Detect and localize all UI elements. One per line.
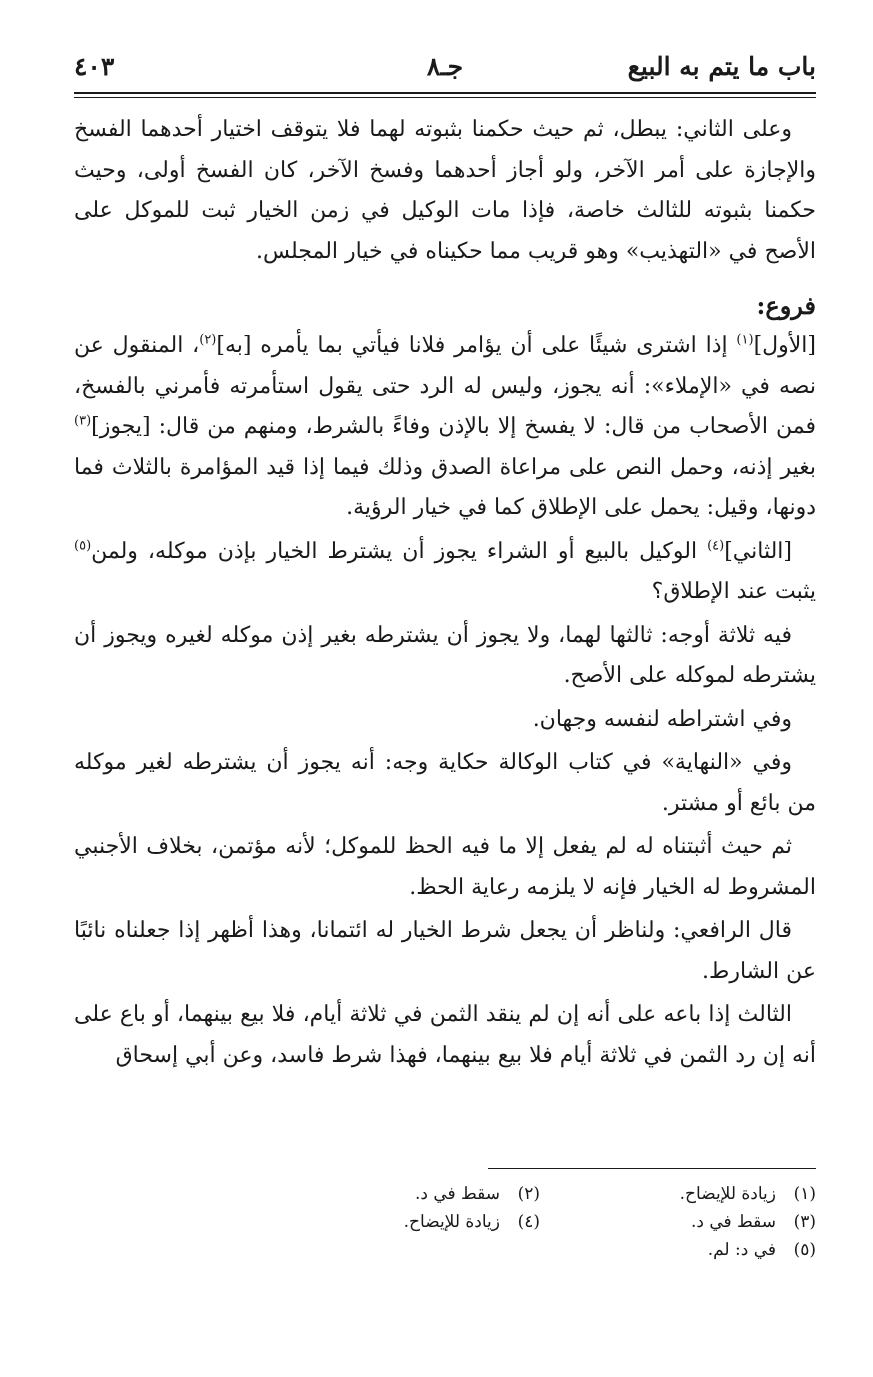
footnote-4-text: زيادة للإيضاح. (403, 1212, 500, 1232)
footnote-3-number: (٣) (793, 1212, 816, 1232)
footnote-3 (616, 1208, 816, 1236)
page-number: ٤٠٣ (74, 52, 115, 81)
paragraph-2-part-b: إذا اشترى شيئًا على أن يؤامر فلانا فيأتي بما يأمره [به] (216, 333, 737, 358)
footnote-5-number: (٥) (793, 1240, 816, 1260)
footnote-ref-1[interactable]: (١) (736, 332, 754, 348)
paragraph-9: الثالث إذا باعه على أنه إن لم ينقد الثمن في ثلاثة أيام، فلا بيع بينهما، أو باع على أنه إن رد الثمن في ثلاثة أيام فلا بيع بينهما، فهذا شرط فاسد، وعن أبي إسحاق (74, 1002, 816, 1068)
footnote-5-text: في د: لم. (707, 1240, 776, 1260)
footnote-4 (340, 1208, 540, 1236)
paragraph-2 (74, 326, 816, 529)
footnote-4-number: (٤) (517, 1212, 540, 1232)
paragraph-3-part-a: [الثاني] (724, 538, 792, 564)
paragraph-3-part-c: يثبت عند الإطلاق؟ (651, 579, 816, 604)
paragraph-4: فيه ثلاثة أوجه: ثالثها لهما، ولا يجوز أن يشترطه بغير إذن موكله لغيره ويجوز أن يشترطه لموكله على الأصح. (74, 622, 816, 688)
footnote-column-right (616, 1180, 816, 1264)
footnote-ref-5[interactable]: (٥) (74, 538, 92, 554)
footnote-5 (616, 1236, 816, 1264)
footnote-1-number: (١) (793, 1184, 816, 1204)
paragraph-3 (74, 532, 816, 613)
paragraph-6: وفي «النهاية» في كتاب الوكالة حكاية وجه: أنه يجوز أن يشترطه لغير موكله من بائع أو مشتر. (74, 750, 816, 816)
paragraph-2-part-d: بغير إذنه، وحمل النص على مراعاة الصدق وذلك فيما إذا قيد المؤامرة بالثلاث فما دونها، وقيل: يحمل على الإطلاق كما في خيار الرؤية. (74, 454, 816, 520)
paragraph-3-part-b: الوكيل بالبيع أو الشراء يجوز أن يشترط الخيار بإذن موكله، ولمن (91, 538, 708, 564)
chapter-title: باب ما يتم به البيع (627, 52, 816, 81)
paragraph-5: وفي اشتراطه لنفسه وجهان. (532, 706, 792, 732)
paragraph-2-part-c: ، المنقول عن نصه في «الإملاء»: أنه يجوز، وليس له الرد حتى يقول استأمرته فأمرني بالفسخ، فمن الأصحاب من قال: لا يفسخ إلا بالإذن وفاءً بالشرط، ومنهم من قال: [يجوز] (74, 333, 816, 439)
header-rule (74, 92, 816, 98)
footnote-rule (488, 1168, 816, 1169)
footnote-2 (340, 1180, 540, 1208)
footnote-2-text: سقط في د. (414, 1184, 500, 1204)
paragraph-2-part-a: [الأول] (753, 333, 816, 358)
footnote-ref-4[interactable]: (٤) (707, 538, 725, 554)
footnote-column-left (340, 1180, 540, 1236)
paragraph-1: وعلى الثاني: يبطل، ثم حيث حكمنا بثبوته لهما فلا يتوقف اختيار أحدهما الفسخ والإجازة على أمر الآخر، ولو أجاز أحدهما وفسخ الآخر، كان الفسخ أولى، وحيث حكمنا بثبوته للثالث خاصة، فإذا مات الوكيل في زمن الخيار ثبت للموكل على الأصح في «التهذيب» وهو قريب مما حكيناه في خيار المجلس. (74, 117, 816, 264)
footnote-1-text: زيادة للإيضاح. (679, 1184, 776, 1204)
paragraph-8: قال الرافعي: ولناظر أن يجعل شرط الخيار له ائتمانا، وهذا أظهر إذا جعلناه نائبًا عن الشارط. (74, 918, 816, 984)
footnote-ref-3[interactable]: (٣) (74, 413, 92, 429)
footnote-1 (616, 1180, 816, 1208)
paragraph-7: ثم حيث أثبتناه له لم يفعل إلا ما فيه الحظ للموكل؛ لأنه مؤتمن، بخلاف الأجنبي المشروط له الخيار فإنه لا يلزمه رعاية الحظ. (74, 834, 816, 900)
footnote-3-text: سقط في د. (690, 1212, 776, 1232)
section-heading: فروع: (756, 291, 816, 320)
footnote-2-number: (٢) (517, 1184, 540, 1204)
book-page (74, 52, 816, 1076)
volume-label: جـ٨ (426, 52, 464, 81)
main-text (74, 110, 816, 1076)
footnote-ref-2[interactable]: (٢) (199, 332, 217, 348)
running-head (74, 52, 816, 92)
